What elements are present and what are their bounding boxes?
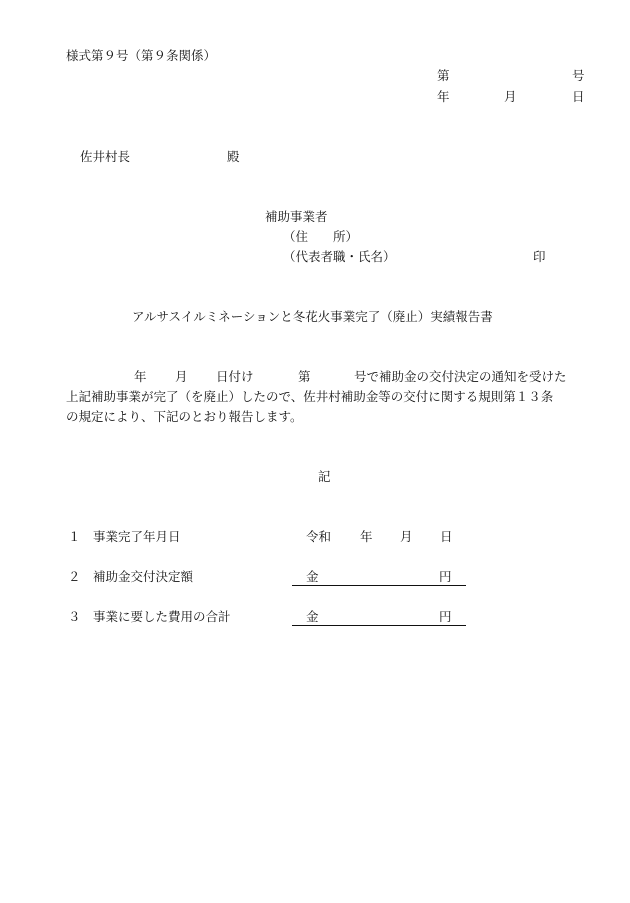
item-1-year: 年 [360,529,373,544]
addressee-honorific: 殿 [227,149,240,164]
addressee-name: 佐井村長 [80,149,131,164]
body-month: 月 [175,369,188,384]
document-title: アルサスイルミネーションと冬花火事業完了（廃止）実績報告書 [132,309,493,324]
date-day-label: 日 [572,89,585,104]
date-month-label: 月 [504,89,517,104]
body-line1-rest: 号で補助金の交付決定の通知を受けた [354,369,567,384]
date-year-label: 年 [437,89,450,104]
body-day-dated: 日付け [216,369,254,384]
item-1-day: 日 [440,529,453,544]
item-3-suffix: 円 [439,609,452,624]
applicant-address-label: （住 所） [283,229,359,244]
applicant-representative-label: （代表者職・氏名） [283,249,396,264]
item-1-era: 令和 [306,529,332,544]
item-2-number: ２ [68,569,81,584]
applicant-title: 補助事業者 [265,209,328,224]
item-1-label: 事業完了年月日 [93,529,181,544]
ki-heading: 記 [318,469,331,484]
item-2-suffix: 円 [439,569,452,584]
item-3-number: ３ [68,609,81,624]
item-2-label: 補助金交付決定額 [93,569,194,584]
item-3-label: 事業に要した費用の合計 [93,609,231,624]
body-year: 年 [134,369,147,384]
body-number-prefix: 第 [298,369,311,384]
item-3-prefix: 金 [306,609,319,624]
doc-number-prefix: 第 [437,68,450,83]
doc-number-suffix: 号 [572,68,585,83]
body-line2: 上記補助事業が完了（を廃止）したので、佐井村補助金等の交付に関する規則第１３条 [66,389,554,404]
item-1-number: １ [68,529,81,544]
form-number-label: 様式第９号（第９条関係） [66,48,217,63]
item-1-month: 月 [400,529,413,544]
seal-mark: 印 [533,249,546,264]
item-2-prefix: 金 [306,569,319,584]
body-line3: の規定により、下記のとおり報告します。 [66,409,303,424]
